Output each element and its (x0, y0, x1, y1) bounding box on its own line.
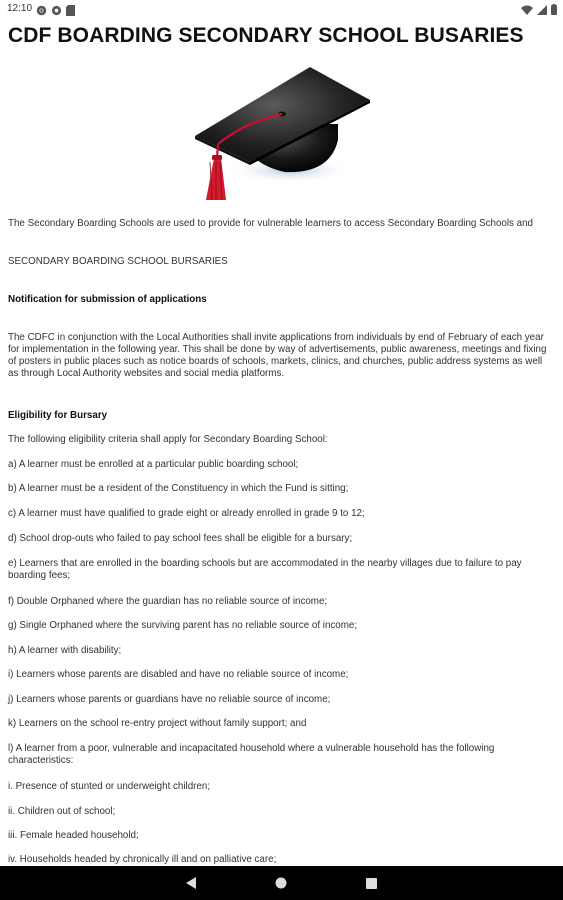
section-heading-bursaries: SECONDARY BOARDING SCHOOL BURSARIES (8, 256, 228, 267)
notification-paragraph: The CDFC in conjunction with the Local Authorities shall invite applications from individuals by end of February of each year for implementation in the following year. This shall be done by way of advertisements, public awareness, meetings and fixing of posters in public places such as notice boards of schools, markets, clinics, and churches, public address systems as well as through Local Authority websites and social media platforms. (8, 332, 547, 379)
home-button[interactable] (261, 866, 301, 900)
wifi-icon (521, 0, 533, 19)
list-item: j) Learners whose parents or guardians have no reliable source of income; (8, 694, 331, 705)
status-bar (0, 0, 563, 20)
home-icon (275, 874, 287, 893)
list-item: ii. Children out of school; (8, 806, 116, 817)
chrome-icon (36, 1, 47, 20)
sd-card-icon (66, 1, 75, 20)
navigation-bar (0, 866, 563, 900)
list-item: b) A learner must be a resident of the Constituency in which the Fund is sitting; (8, 483, 349, 494)
list-item: l) A learner from a poor, vulnerable and incapacitated household where a vulnerable household has the following characteristics: (8, 743, 495, 766)
list-item: a) A learner must be enrolled at a particular public boarding school; (8, 459, 299, 470)
eligibility-intro: The following eligibility criteria shall apply for Secondary Boarding School: (8, 434, 328, 445)
list-item: i. Presence of stunted or underweight children; (8, 781, 211, 792)
status-time: 12:10 (7, 3, 33, 14)
list-item: e) Learners that are enrolled in the boarding schools but are accommodated in the nearby villages due to failure to pay boarding fees; (8, 558, 522, 581)
signal-icon (537, 0, 547, 19)
section-heading-eligibility: Eligibility for Bursary (8, 410, 108, 421)
section-heading-notification: Notification for submission of applications (8, 294, 207, 305)
graduation-cap-icon (190, 62, 372, 207)
list-item: d) School drop-outs who failed to pay school fees shall be eligible for a bursary; (8, 533, 353, 544)
page-title: CDF BOARDING SECONDARY SCHOOL BUSARIES (8, 24, 524, 47)
list-item: f) Double Orphaned where the guardian has no reliable source of income; (8, 596, 328, 607)
list-item: c) A learner must have qualified to grade eight or already enrolled in grade 9 to 12; (8, 508, 365, 519)
back-icon (186, 874, 197, 893)
intro-paragraph: The Secondary Boarding Schools are used to provide for vulnerable learners to access Secondary Boarding Schools and (8, 218, 533, 229)
back-button[interactable] (171, 866, 211, 900)
list-item: iv. Households headed by chronically ill and on palliative care; (8, 854, 277, 865)
recents-icon (366, 874, 377, 893)
list-item: h) A learner with disability; (8, 645, 122, 656)
recents-button[interactable] (351, 866, 391, 900)
list-item: iii. Female headed household; (8, 830, 139, 841)
battery-icon (551, 0, 557, 19)
list-item: i) Learners whose parents are disabled and have no reliable source of income; (8, 669, 349, 680)
list-item: g) Single Orphaned where the surviving parent has no reliable source of income; (8, 620, 358, 631)
settings-icon (51, 1, 62, 20)
list-item: k) Learners on the school re-entry project without family support; and (8, 718, 307, 729)
